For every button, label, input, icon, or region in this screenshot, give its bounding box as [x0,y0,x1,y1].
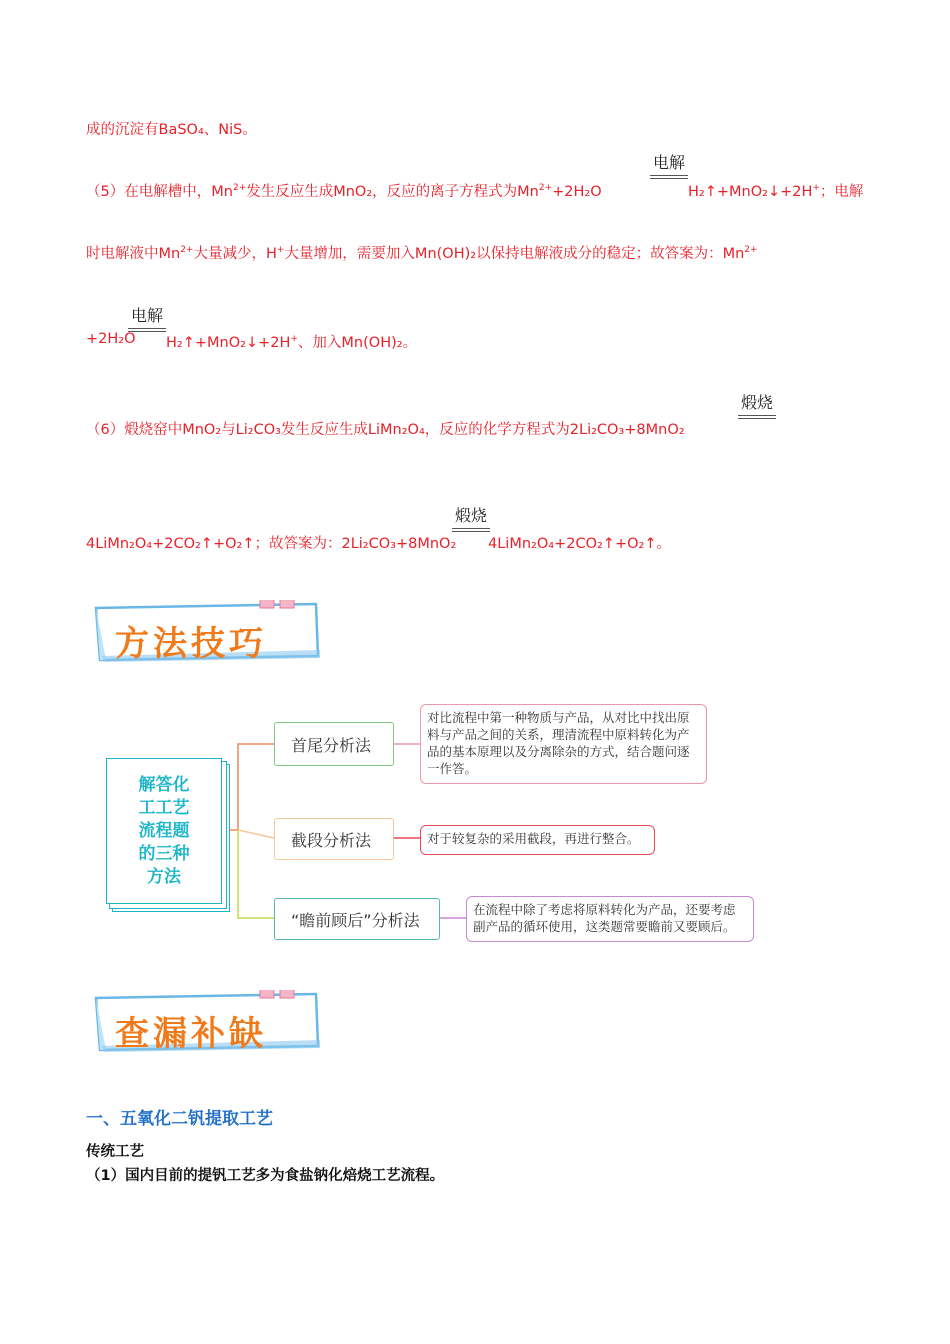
sup: + [276,245,285,256]
text: H₂↑+MnO₂↓+2H [688,184,813,200]
answer-line-2 [86,180,602,201]
condition-label: 电解 [130,306,163,325]
text: +2H₂O [552,184,602,200]
branch-head-tail [274,722,394,766]
branch-label: 截段分析法 [291,830,372,850]
banner-title-gaps: 查漏补缺 [115,1014,267,1054]
branch-segment [274,818,394,860]
text: 大量增加，需要加入Mn(OH)₂以保持电解液成分的稳定；故答案为：Mn [284,246,745,262]
text: ；电解 [819,184,864,200]
calcine-condition-1 [738,390,776,419]
sup: + [812,183,820,194]
section-subheading: 传统工艺 [86,1144,144,1160]
answer-line-4-left: +2H₂O [86,331,136,347]
condition-label: 煅烧 [454,506,487,525]
banner-title-method: 方法技巧 [115,624,267,664]
branch-label: “瞻前顾后”分析法 [291,910,420,930]
text: 发生反应生成MnO₂，反应的离子方程式为Mn [246,184,539,200]
text: （5）在电解槽中，Mn [86,184,233,200]
condition-label: 煅烧 [740,393,773,412]
mindmap-root [106,758,222,904]
note-text: 对于较复杂的采用截段，再进行整合。 [427,831,640,846]
sup: + [290,334,298,345]
mindmap-root-label: 解答化工工艺流程题的三种方法 [138,774,190,887]
electrolysis-condition-1 [650,150,688,179]
text: 时电解液中Mn [86,246,181,262]
sup: 2+ [744,245,758,256]
section-item-1: （1）国内目前的提钒工艺多为食盐钠化焙烧工艺流程。 [86,1168,445,1184]
note-text: 在流程中除了考虑将原料转化为产品，还要考虑副产品的循环使用，这类题常要瞻前又要顾后。 [473,902,736,934]
text: H₂↑+MnO₂↓+2H [166,335,291,351]
note-head-tail [420,704,707,784]
answer-line-4-right [166,331,417,352]
text: 、加入Mn(OH)₂。 [297,335,418,351]
note-segment [420,825,655,855]
electrolysis-condition-2 [128,303,166,332]
sup: 2+ [232,183,247,194]
answer-line-2-right [688,180,863,201]
note-look-both [466,896,754,942]
note-text: 对比流程中第一种物质与产品，从对比中找出原料与产品之间的关系，理清流程中原料转化为产品的基本原理以及分离除杂的方式，结合题问逐一作答。 [427,710,690,776]
section-heading: 一、五氧化二钒提取工艺 [86,1109,273,1129]
branch-look-both [274,898,440,940]
answer-line-6-left: 4LiMn₂O₄+2CO₂↑+O₂↑；故答案为：2Li₂CO₃+8MnO₂ [86,536,457,552]
calcine-condition-2 [452,503,490,532]
condition-label: 电解 [652,153,685,172]
branch-label: 首尾分析法 [291,735,372,755]
answer-line-6-right: 4LiMn₂O₄+2CO₂↑+O₂↑。 [488,536,671,552]
answer-line-1: 成的沉淀有BaSO₄、NiS。 [86,122,257,138]
sup: 2+ [538,183,553,194]
text: 大量减少，H [193,246,277,262]
sup: 2+ [180,245,194,256]
answer-line-5: （6）煅烧窑中MnO₂与Li₂CO₃发生反应生成LiMn₂O₄，反应的化学方程式为2Li₂CO₃+8MnO₂ [86,422,685,438]
answer-line-3 [86,242,758,263]
